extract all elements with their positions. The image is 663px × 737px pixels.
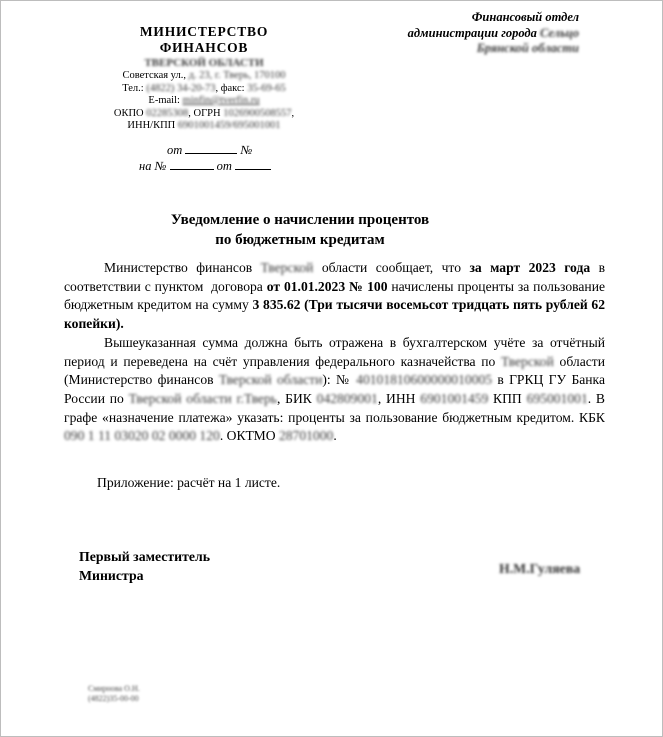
text-segment: , ИНН [377, 390, 421, 406]
blank-date-line [185, 142, 237, 154]
sender-org-name-line2: ФИНАНСОВ [159, 40, 249, 55]
text-segment: ОКПО [113, 107, 147, 119]
text-segment: области сообщает, что [313, 260, 470, 275]
text-segment: , БИК [276, 390, 317, 406]
redacted-text-segment: 1026900508557 [223, 107, 292, 119]
recipient-block [408, 10, 579, 57]
executor-phone: (4822)35-00-00 [88, 693, 139, 703]
redacted-text-segment: (4822) 34-20-73 [146, 82, 216, 94]
body-paragraph-2 [64, 334, 605, 446]
ref-na-no-label: на № [139, 159, 167, 173]
signature-name: Н.М.Гуляева [499, 561, 581, 576]
text-segment: Финансовый отдел [471, 10, 579, 24]
redacted-text-segment: Тверской [501, 353, 554, 369]
sender-region [59, 57, 349, 70]
text-segment: . [333, 428, 337, 444]
redacted-text-segment: 40101810600000010005 [356, 372, 493, 388]
redacted-text-segment: Тверской [260, 260, 314, 275]
redacted-text-segment: 02285308 [146, 107, 189, 119]
signature-position-line2: Министра [79, 567, 144, 583]
sender-phone [59, 83, 349, 96]
redacted-text-segment: 6901001459/695001001 [177, 120, 281, 132]
text-segment: , ОГРН [188, 107, 224, 119]
text-segment: , [291, 107, 295, 119]
blank-number-line [170, 158, 214, 170]
executor-footer [88, 684, 140, 703]
redacted-text-segment: 090 1 11 03020 02 0000 120 [64, 428, 220, 444]
executor-name: Смирнова О.Н. [88, 684, 140, 693]
text-segment: ИНН/КПП [127, 120, 178, 132]
text-segment: области (Министерство финансов [64, 353, 605, 388]
body-paragraph-1 [64, 259, 605, 334]
sender-org-name-line1: МИНИСТЕРСТВО [139, 24, 269, 39]
ref-ot2-label: от [216, 159, 232, 173]
redacted-text-segment: Сельцо [540, 25, 579, 40]
reference-block [139, 142, 271, 174]
document-title [64, 211, 536, 250]
text-segment: КПП [488, 390, 527, 406]
redacted-text-segment: д. 23, г. Тверь, 170100 [188, 70, 286, 81]
text-segment: . В графе «назначение платежа» указать: проценты за пользование бюджетным кредитом. КБК [64, 390, 606, 425]
text-segment: Министерство финансов [104, 260, 261, 275]
redacted-text-segment: minfin@tverfin.ru [182, 95, 260, 107]
ref-ot-label: от [167, 143, 183, 157]
text-segment: . ОКТМО [219, 428, 279, 444]
redacted-text-segment: 6901001459 [420, 390, 489, 406]
recipient-line2 [408, 26, 579, 42]
ref-no-label: № [240, 143, 253, 157]
reference-line-outgoing [139, 142, 271, 158]
document-body [64, 259, 605, 446]
redacted-text-segment: Брянской области [476, 41, 579, 55]
text-segment: Вышеуказанная сумма должна быть отражена в бухгалтерском учёте за отчётный период и переведена на счёт управления федерального казначейства по [64, 334, 605, 369]
redacted-text-segment: ТВЕРСКОЙ ОБЛАСТИ [144, 57, 264, 69]
text-segment: администрации города [407, 25, 540, 40]
text-segment: в соответствии с пунктом договора [64, 260, 605, 294]
text-segment: от 01.01.2023 № 100 [266, 278, 388, 294]
signature-position-line1: Первый заместитель [79, 549, 211, 564]
text-segment: ): № [322, 372, 357, 388]
text-segment: E-mail: [148, 95, 183, 107]
sender-address [59, 70, 349, 83]
reference-line-incoming [139, 158, 271, 174]
sender-inn-kpp [59, 120, 349, 133]
redacted-text-segment: Тверской области г.Тверь [128, 390, 277, 406]
text-segment: Советская ул., [122, 70, 189, 81]
text-segment: за март 2023 года [469, 260, 591, 275]
redacted-text-segment: 042809001 [316, 390, 378, 406]
sender-email [59, 95, 349, 108]
redacted-text-segment: 695001001 [526, 390, 588, 406]
text-segment: Тел.: [122, 82, 147, 94]
recipient-line3 [408, 41, 579, 57]
signature-position [79, 548, 210, 585]
text-segment: , факс: [215, 82, 248, 94]
attachment-note: Приложение: расчёт на 1 листе. [97, 475, 281, 490]
sender-okpo-ogrn [59, 108, 349, 121]
text-segment: 3 835.62 (Три тысячи восемьсот тридцать пять рублей 62 копейки). [64, 297, 606, 332]
sender-letterhead [59, 24, 349, 133]
text-segment: в ГРКЦ ГУ Банка России по [64, 372, 605, 406]
blank-date-line2 [235, 158, 271, 170]
redacted-text-segment: Тверской области [218, 372, 323, 388]
text-segment: начислены проценты за пользование бюджетным кредитом на сумму [64, 278, 605, 313]
redacted-text-segment: 35-69-65 [247, 82, 286, 94]
document-title-line2: по бюджетным кредитам [215, 231, 385, 248]
redacted-text-segment: 28701000 [278, 428, 334, 444]
document-title-line1: Уведомление о начислении процентов [170, 212, 430, 228]
recipient-line1 [408, 10, 579, 26]
